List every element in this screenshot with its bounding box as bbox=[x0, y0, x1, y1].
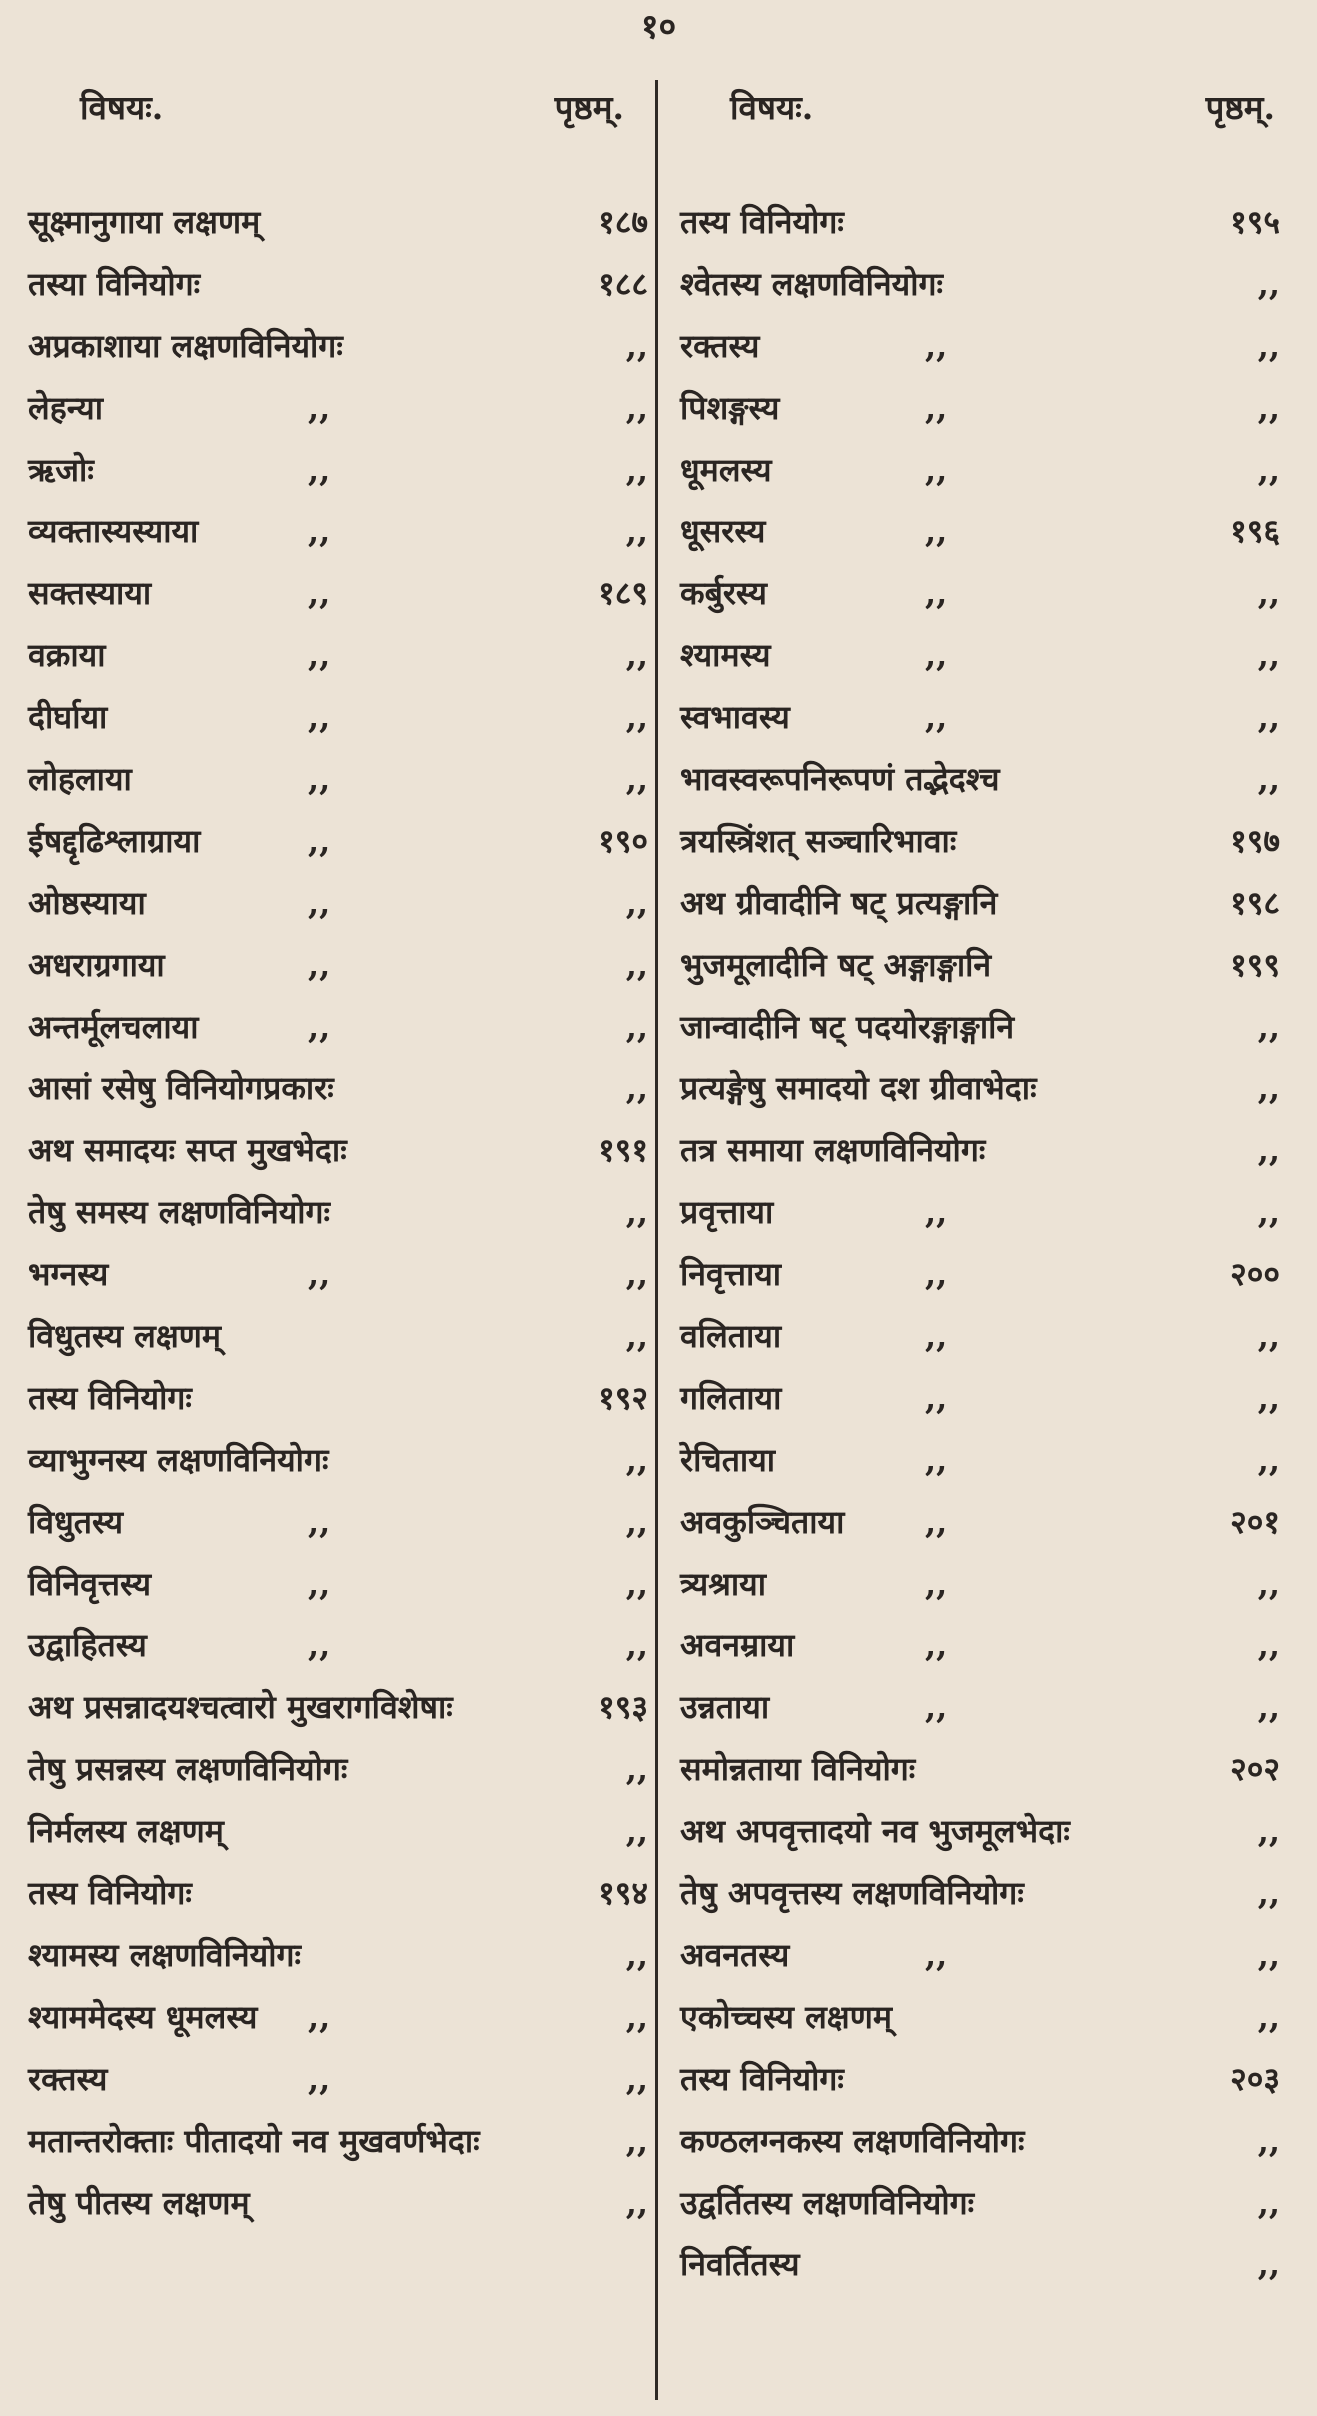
entry-subject: अवकुञ्चिताया bbox=[680, 1502, 845, 1541]
toc-entry bbox=[28, 1430, 648, 1492]
entry-page-number: ,, bbox=[1257, 1131, 1280, 1170]
ditto-mark: ,, bbox=[308, 636, 331, 675]
toc-entry bbox=[680, 873, 1280, 935]
ditto-mark: ,, bbox=[925, 698, 948, 737]
entry-page-number: १८९ bbox=[598, 574, 648, 613]
entry-page-number: २०० bbox=[1230, 1255, 1280, 1294]
left-column-header bbox=[28, 78, 648, 148]
entry-subject: कर्बुरस्य bbox=[680, 574, 767, 613]
entry-subject: तेषु समस्य लक्षणविनियोगः bbox=[28, 1193, 331, 1232]
entry-subject: त्र्यश्राया bbox=[680, 1564, 767, 1603]
toc-entry bbox=[28, 1306, 648, 1368]
entry-page-number: ,, bbox=[625, 326, 648, 365]
entry-subject: अन्तर्मूलचलाया bbox=[28, 1007, 199, 1046]
entry-subject: भग्नस्य bbox=[28, 1255, 109, 1294]
entry-page-number: ,, bbox=[625, 883, 648, 922]
entry-page-number: १९७ bbox=[1230, 821, 1280, 860]
entry-subject: कण्ठलग्नकस्य लक्षणविनियोगः bbox=[680, 2121, 1025, 2160]
entry-page-number: ,, bbox=[1257, 1812, 1280, 1851]
toc-entry bbox=[680, 2049, 1280, 2111]
toc-entry bbox=[680, 316, 1280, 378]
ditto-mark: ,, bbox=[308, 945, 331, 984]
toc-entry bbox=[680, 1492, 1280, 1554]
toc-entry bbox=[28, 1925, 648, 1987]
toc-entry bbox=[680, 1120, 1280, 1182]
entry-page-number: ,, bbox=[1257, 574, 1280, 613]
entry-subject: उन्नताया bbox=[680, 1688, 770, 1727]
toc-entry bbox=[28, 1987, 648, 2049]
toc-entry bbox=[28, 935, 648, 997]
entry-subject: उद्वाहितस्य bbox=[28, 1626, 147, 1665]
entry-page-number: ,, bbox=[625, 1502, 648, 1541]
toc-entry bbox=[680, 749, 1280, 811]
entry-page-number: ,, bbox=[1257, 1997, 1280, 2036]
ditto-mark: ,, bbox=[925, 1626, 948, 1665]
toc-entry bbox=[28, 1120, 648, 1182]
ditto-mark: ,, bbox=[308, 450, 331, 489]
entry-page-number: ,, bbox=[1257, 1564, 1280, 1603]
entry-subject: अधराग्रगाया bbox=[28, 945, 165, 984]
entry-page-number: १९९ bbox=[1230, 945, 1280, 984]
ditto-mark: ,, bbox=[925, 1688, 948, 1727]
ditto-mark: ,, bbox=[925, 1255, 948, 1294]
entry-page-number: ,, bbox=[625, 1193, 648, 1232]
page-number: १० bbox=[640, 7, 677, 47]
ditto-mark: ,, bbox=[308, 1997, 331, 2036]
ditto-mark: ,, bbox=[308, 760, 331, 799]
entry-subject: मतान्तरोक्ताः पीतादयो नव मुखवर्णभेदाः bbox=[28, 2121, 480, 2160]
entry-page-number: ,, bbox=[1257, 636, 1280, 675]
entry-subject: पिशङ्गस्य bbox=[680, 388, 780, 427]
entry-page-number: २०२ bbox=[1230, 1750, 1280, 1789]
toc-entry bbox=[680, 811, 1280, 873]
entry-page-number: ,, bbox=[625, 1935, 648, 1974]
entry-page-number: १९१ bbox=[598, 1131, 648, 1170]
toc-entry bbox=[680, 1677, 1280, 1739]
ditto-mark: ,, bbox=[925, 326, 948, 365]
ditto-mark: ,, bbox=[925, 1502, 948, 1541]
ditto-mark: ,, bbox=[925, 1378, 948, 1417]
toc-entry bbox=[680, 501, 1280, 563]
ditto-mark: ,, bbox=[308, 1564, 331, 1603]
toc-entry bbox=[680, 1987, 1280, 2049]
toc-entry bbox=[680, 1925, 1280, 1987]
ditto-mark: ,, bbox=[308, 698, 331, 737]
toc-entry bbox=[28, 1492, 648, 1554]
toc-entry bbox=[28, 1182, 648, 1244]
entry-page-number: ,, bbox=[625, 450, 648, 489]
entry-subject: निवर्तितस्य bbox=[680, 2245, 800, 2284]
ditto-mark: ,, bbox=[308, 821, 331, 860]
toc-entry bbox=[680, 254, 1280, 316]
entry-subject: अप्रकाशाया लक्षणविनियोगः bbox=[28, 326, 343, 365]
toc-entry bbox=[680, 1863, 1280, 1925]
entry-page-number: ,, bbox=[625, 1007, 648, 1046]
toc-entry bbox=[28, 997, 648, 1059]
entry-subject: अथ ग्रीवादीनि षट् प्रत्यङ्गानि bbox=[680, 883, 998, 922]
entry-page-number: ,, bbox=[625, 1440, 648, 1479]
ditto-mark: ,, bbox=[925, 574, 948, 613]
ditto-mark: ,, bbox=[925, 450, 948, 489]
toc-entry bbox=[28, 1058, 648, 1120]
toc-entry bbox=[28, 378, 648, 440]
entry-page-number: ,, bbox=[1257, 1935, 1280, 1974]
entry-page-number: ,, bbox=[1257, 1874, 1280, 1913]
toc-entry bbox=[680, 192, 1280, 254]
subject-heading: विषयः. bbox=[80, 88, 164, 127]
entry-page-number: २०१ bbox=[1230, 1502, 1280, 1541]
ditto-mark: ,, bbox=[308, 883, 331, 922]
entry-page-number: १८८ bbox=[598, 264, 648, 303]
toc-entry bbox=[680, 625, 1280, 687]
entry-subject: समोन्नताया विनियोगः bbox=[680, 1750, 916, 1789]
entry-subject: अथ अपवृत्तादयो नव भुजमूलभेदाः bbox=[680, 1812, 1070, 1851]
ditto-mark: ,, bbox=[925, 636, 948, 675]
toc-entry bbox=[28, 687, 648, 749]
entry-page-number: ,, bbox=[625, 698, 648, 737]
entry-page-number: ,, bbox=[1257, 450, 1280, 489]
entry-subject: विधुतस्य लक्षणम् bbox=[28, 1317, 222, 1356]
entry-subject: धूसरस्य bbox=[680, 512, 766, 551]
entry-subject: श्यामस्य bbox=[680, 636, 771, 675]
toc-entry bbox=[680, 563, 1280, 625]
toc-entry bbox=[680, 1058, 1280, 1120]
ditto-mark: ,, bbox=[925, 512, 948, 551]
ditto-mark: ,, bbox=[925, 388, 948, 427]
ditto-mark: ,, bbox=[308, 1007, 331, 1046]
entry-subject: ईषद्दृढिश्लाग्राया bbox=[28, 821, 201, 860]
entry-subject: एकोच्चस्य लक्षणम् bbox=[680, 1997, 893, 2036]
entry-subject: तेषु अपवृत्तस्य लक्षणविनियोगः bbox=[680, 1874, 1024, 1913]
right-column bbox=[680, 78, 1280, 2296]
toc-entry bbox=[28, 811, 648, 873]
toc-entry bbox=[28, 563, 648, 625]
entry-page-number: १९६ bbox=[1230, 512, 1280, 551]
entry-page-number: १९४ bbox=[598, 1874, 648, 1913]
entry-page-number: १९२ bbox=[598, 1378, 648, 1417]
page-heading: पृष्ठम्. bbox=[1205, 88, 1275, 127]
entry-page-number: ,, bbox=[1257, 760, 1280, 799]
entry-subject: धूमलस्य bbox=[680, 450, 772, 489]
entry-subject: जान्वादीनि षट् पदयोरङ्गाङ्गानि bbox=[680, 1007, 1015, 1046]
ditto-mark: ,, bbox=[308, 1626, 331, 1665]
entry-subject: सक्तस्याया bbox=[28, 574, 152, 613]
entry-subject: तस्या विनियोगः bbox=[28, 264, 201, 303]
entry-page-number: ,, bbox=[1257, 698, 1280, 737]
toc-entry bbox=[680, 1430, 1280, 1492]
entry-subject: भावस्वरूपनिरूपणं तद्भेदश्च bbox=[680, 760, 1000, 799]
toc-entry bbox=[680, 1182, 1280, 1244]
toc-entry bbox=[28, 440, 648, 502]
ditto-mark: ,, bbox=[925, 1193, 948, 1232]
toc-entry bbox=[680, 1368, 1280, 1430]
left-column bbox=[28, 78, 648, 2234]
entry-subject: तस्य विनियोगः bbox=[28, 1874, 192, 1913]
entry-subject: तेषु पीतस्य लक्षणम् bbox=[28, 2183, 250, 2222]
toc-entry bbox=[28, 501, 648, 563]
entry-page-number: १९५ bbox=[1230, 203, 1280, 241]
page-heading: पृष्ठम्. bbox=[554, 88, 624, 127]
entry-subject: ऋजोः bbox=[28, 450, 94, 489]
entry-subject: दीर्घाया bbox=[28, 698, 108, 737]
entry-page-number: ,, bbox=[1257, 1626, 1280, 1665]
toc-entry bbox=[28, 1368, 648, 1430]
toc-entry bbox=[28, 1739, 648, 1801]
ditto-mark: ,, bbox=[308, 2059, 331, 2098]
entry-subject: वलिताया bbox=[680, 1317, 782, 1356]
toc-entry bbox=[680, 440, 1280, 502]
toc-entry bbox=[28, 2173, 648, 2235]
entry-subject: निवृत्ताया bbox=[680, 1255, 782, 1294]
ditto-mark: ,, bbox=[308, 1502, 331, 1541]
toc-entry bbox=[28, 254, 648, 316]
entry-page-number: ,, bbox=[625, 1812, 648, 1851]
entry-page-number: ,, bbox=[1257, 2183, 1280, 2222]
entry-page-number: ,, bbox=[625, 945, 648, 984]
entry-subject: रेचिताया bbox=[680, 1440, 776, 1479]
entry-subject: विनिवृत्तस्य bbox=[28, 1564, 152, 1603]
entry-page-number: ,, bbox=[625, 512, 648, 551]
entry-page-number: १८७ bbox=[598, 203, 648, 241]
toc-entry bbox=[680, 1801, 1280, 1863]
entry-page-number: ,, bbox=[1257, 1378, 1280, 1417]
toc-entry bbox=[28, 1244, 648, 1306]
toc-entry bbox=[28, 1615, 648, 1677]
toc-entry bbox=[680, 935, 1280, 997]
entry-subject: अवनम्राया bbox=[680, 1626, 795, 1665]
toc-entry bbox=[680, 687, 1280, 749]
entry-subject: व्याभुग्नस्य लक्षणविनियोगः bbox=[28, 1440, 329, 1479]
right-entries bbox=[680, 192, 1280, 2296]
entry-subject: अथ समादयः सप्त मुखभेदाः bbox=[28, 1131, 347, 1170]
ditto-mark: ,, bbox=[925, 1317, 948, 1356]
toc-entry bbox=[680, 378, 1280, 440]
entry-page-number: ,, bbox=[1257, 1440, 1280, 1479]
entry-subject: तेषु प्रसन्नस्य लक्षणविनियोगः bbox=[28, 1750, 348, 1789]
entry-page-number: ,, bbox=[625, 1997, 648, 2036]
toc-entry bbox=[28, 625, 648, 687]
entry-subject: गलिताया bbox=[680, 1378, 782, 1417]
ditto-mark: ,, bbox=[925, 1440, 948, 1479]
entry-subject: तत्र समाया लक्षणविनियोगः bbox=[680, 1131, 986, 1170]
toc-entry bbox=[680, 2234, 1280, 2296]
entry-page-number: १९० bbox=[598, 821, 648, 860]
toc-entry bbox=[28, 192, 648, 254]
entry-page-number: ,, bbox=[1257, 388, 1280, 427]
entry-subject: आसां रसेषु विनियोगप्रकारः bbox=[28, 1069, 334, 1108]
entry-page-number: ,, bbox=[1257, 1007, 1280, 1046]
toc-entry bbox=[28, 2111, 648, 2173]
toc-entry bbox=[680, 1739, 1280, 1801]
toc-entry bbox=[28, 1801, 648, 1863]
toc-entry bbox=[680, 1244, 1280, 1306]
right-column-header bbox=[680, 78, 1280, 148]
ditto-mark: ,, bbox=[308, 574, 331, 613]
entry-subject: श्वेतस्य लक्षणविनियोगः bbox=[680, 264, 944, 303]
entry-subject: ओष्ठस्याया bbox=[28, 883, 146, 922]
entry-page-number: ,, bbox=[625, 388, 648, 427]
entry-subject: लोहलाया bbox=[28, 760, 132, 799]
toc-entry bbox=[28, 1677, 648, 1739]
entry-page-number: ,, bbox=[625, 760, 648, 799]
column-divider bbox=[655, 80, 658, 2400]
subject-heading: विषयः. bbox=[730, 88, 814, 127]
entry-page-number: ,, bbox=[625, 2059, 648, 2098]
entry-page-number: ,, bbox=[625, 2183, 648, 2222]
entry-page-number: ,, bbox=[1257, 1317, 1280, 1356]
entry-subject: अथ प्रसन्नादयश्चत्वारो मुखरागविशेषाः bbox=[28, 1688, 453, 1727]
entry-page-number: ,, bbox=[625, 1317, 648, 1356]
ditto-mark: ,, bbox=[308, 512, 331, 551]
toc-entry bbox=[28, 749, 648, 811]
ditto-mark: ,, bbox=[925, 1935, 948, 1974]
toc-entry bbox=[28, 1863, 648, 1925]
entry-subject: वक्राया bbox=[28, 636, 106, 675]
toc-entry bbox=[28, 1554, 648, 1616]
entry-subject: श्यामस्य लक्षणविनियोगः bbox=[28, 1935, 301, 1974]
toc-entry bbox=[680, 2173, 1280, 2235]
toc-entry bbox=[28, 316, 648, 378]
entry-subject: व्यक्तास्यस्याया bbox=[28, 512, 199, 551]
entry-subject: रक्तस्य bbox=[680, 326, 760, 365]
entry-page-number: ,, bbox=[1257, 2245, 1280, 2284]
entry-page-number: ,, bbox=[1257, 1193, 1280, 1232]
entry-subject: रक्तस्य bbox=[28, 2059, 108, 2098]
entry-subject: भुजमूलादीनि षट् अङ्गाङ्गानि bbox=[680, 945, 992, 984]
entry-subject: प्रत्यङ्गेषु समादयो दश ग्रीवाभेदाः bbox=[680, 1069, 1037, 1108]
toc-entry bbox=[680, 2111, 1280, 2173]
entry-subject: तस्य विनियोगः bbox=[680, 2059, 844, 2098]
entry-subject: अवनतस्य bbox=[680, 1935, 790, 1974]
toc-entry bbox=[680, 1306, 1280, 1368]
entry-subject: सूक्ष्मानुगाया लक्षणम् bbox=[28, 203, 261, 241]
entry-page-number: ,, bbox=[625, 1564, 648, 1603]
entry-page-number: ,, bbox=[625, 2121, 648, 2160]
entry-page-number: १९८ bbox=[1230, 883, 1280, 922]
entry-subject: उद्वर्तितस्य लक्षणविनियोगः bbox=[680, 2183, 975, 2222]
ditto-mark: ,, bbox=[308, 388, 331, 427]
entry-page-number: ,, bbox=[625, 1750, 648, 1789]
entry-page-number: ,, bbox=[1257, 264, 1280, 303]
toc-entry bbox=[680, 1554, 1280, 1616]
entry-page-number: १९३ bbox=[598, 1688, 648, 1727]
entry-subject: विधुतस्य bbox=[28, 1502, 124, 1541]
entry-subject: तस्य विनियोगः bbox=[28, 1378, 192, 1417]
entry-page-number: ,, bbox=[625, 1069, 648, 1108]
toc-entry bbox=[680, 1615, 1280, 1677]
entry-subject: प्रवृत्ताया bbox=[680, 1193, 774, 1232]
entry-page-number: ,, bbox=[1257, 326, 1280, 365]
entry-page-number: ,, bbox=[625, 1255, 648, 1294]
toc-entry bbox=[28, 873, 648, 935]
entry-page-number: ,, bbox=[1257, 1069, 1280, 1108]
ditto-mark: ,, bbox=[308, 1255, 331, 1294]
entry-subject: श्याममेदस्य धूमलस्य bbox=[28, 1997, 258, 2036]
ditto-mark: ,, bbox=[925, 1564, 948, 1603]
entry-page-number: ,, bbox=[1257, 1688, 1280, 1727]
entry-page-number: ,, bbox=[625, 1626, 648, 1665]
entry-page-number: २०३ bbox=[1230, 2059, 1280, 2098]
entry-page-number: ,, bbox=[625, 636, 648, 675]
left-entries bbox=[28, 192, 648, 2234]
toc-entry bbox=[28, 2049, 648, 2111]
entry-subject: स्वभावस्य bbox=[680, 698, 790, 737]
entry-subject: लेहन्या bbox=[28, 388, 103, 427]
entry-subject: निर्मलस्य लक्षणम् bbox=[28, 1812, 224, 1851]
entry-page-number: ,, bbox=[1257, 2121, 1280, 2160]
entry-subject: त्रयस्त्रिंशत् सञ्चारिभावाः bbox=[680, 821, 957, 860]
entry-subject: तस्य विनियोगः bbox=[680, 203, 844, 241]
toc-entry bbox=[680, 997, 1280, 1059]
